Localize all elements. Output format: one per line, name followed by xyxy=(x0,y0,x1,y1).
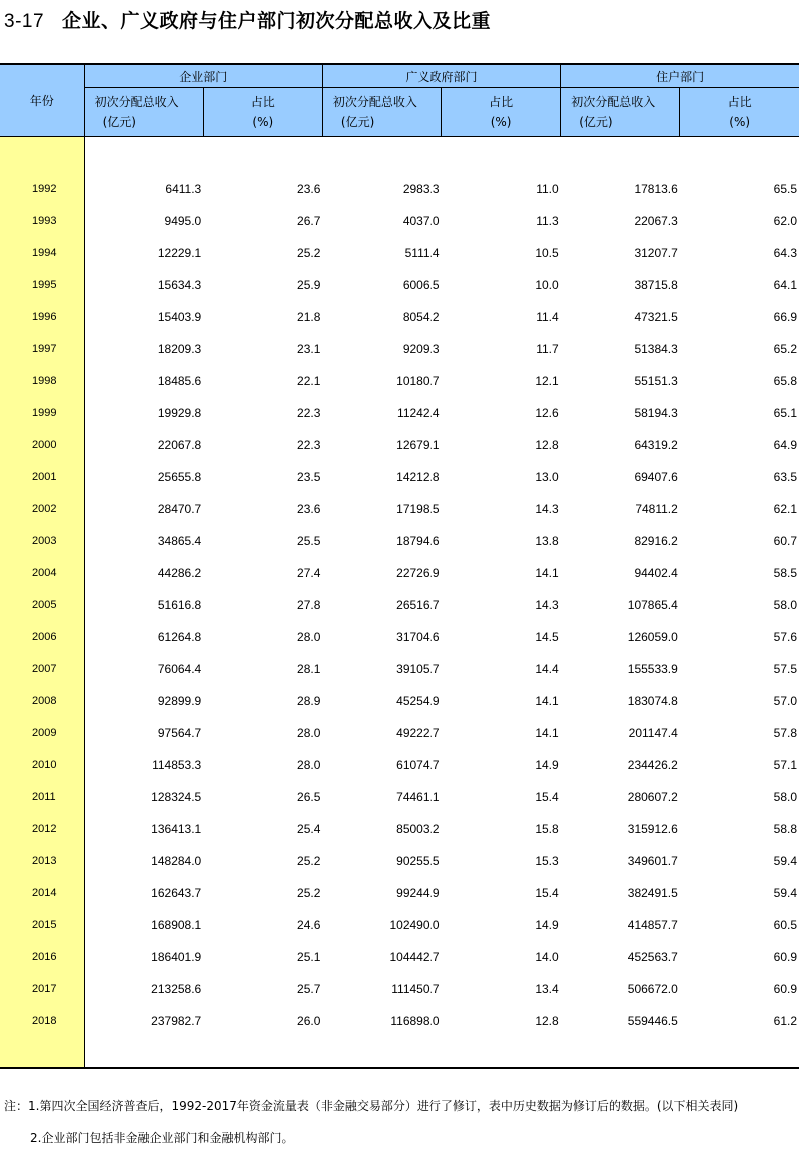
share-cell: 28.0 xyxy=(297,758,321,772)
share-cell: 64.1 xyxy=(773,278,797,292)
year-cell: 1994 xyxy=(0,237,84,269)
income-cell: 559446.5 xyxy=(627,1014,678,1028)
year-cell: 2016 xyxy=(0,941,84,973)
share-cell: 14.3 xyxy=(535,598,559,612)
share-cell: 65.1 xyxy=(773,406,797,420)
income-cell: 28470.7 xyxy=(157,502,202,516)
income-cell: 14212.8 xyxy=(396,470,440,484)
year-cell: 2001 xyxy=(0,461,84,493)
share-cell: 58.0 xyxy=(773,598,797,612)
income-cell: 51616.8 xyxy=(157,598,202,612)
year-cell: 2012 xyxy=(0,813,84,845)
share-cell: 12.6 xyxy=(535,406,559,420)
table-number: 3-17 xyxy=(4,11,45,32)
income-unit: (亿元) xyxy=(340,115,375,129)
share-cell: 64.3 xyxy=(773,246,797,260)
income-cell: 90255.5 xyxy=(396,854,440,868)
share-label: 占比 xyxy=(727,95,752,109)
income-cell: 452563.7 xyxy=(627,950,678,964)
income-cell: 237982.7 xyxy=(151,1014,202,1028)
share-cell: 23.6 xyxy=(297,502,321,516)
table-row xyxy=(0,813,799,845)
year-column-header: 年份 xyxy=(0,64,84,137)
income-cell: 61264.8 xyxy=(157,630,202,644)
share-cell: 12.8 xyxy=(535,438,559,452)
share-cell: 25.4 xyxy=(297,822,321,836)
footnote-1: 注：1.第四次全国经济普查后，1992-2017年资金流量表（非金融交易部分）进行了修订，表中历史数据为修订后的数据。(以下相关表同) xyxy=(4,1099,739,1113)
income-cell: 39105.7 xyxy=(396,662,440,676)
share-cell: 65.5 xyxy=(773,182,797,196)
income-cell: 44286.2 xyxy=(157,566,202,580)
share-cell: 65.8 xyxy=(773,374,797,388)
share-cell: 57.6 xyxy=(773,630,797,644)
income-cell: 9495.0 xyxy=(164,214,202,228)
share-subheader xyxy=(442,88,561,137)
share-cell: 11.3 xyxy=(536,214,559,228)
footnote-2: 2.企业部门包括非金融企业部门和金融机构部门。 xyxy=(30,1131,294,1145)
income-cell: 9209.3 xyxy=(402,342,440,356)
table-row xyxy=(0,301,799,333)
income-cell: 85003.2 xyxy=(396,822,440,836)
income-cell: 11242.4 xyxy=(397,406,440,420)
year-cell: 2013 xyxy=(0,845,84,877)
income-cell: 234426.2 xyxy=(627,758,678,772)
year-cell: 1997 xyxy=(0,333,84,365)
income-cell: 45254.9 xyxy=(396,694,440,708)
year-cell-empty xyxy=(0,137,84,174)
share-cell: 26.7 xyxy=(297,214,321,228)
income-cell: 15634.3 xyxy=(157,278,202,292)
income-cell: 64319.2 xyxy=(634,438,678,452)
page-title xyxy=(4,6,491,33)
income-cell: 10180.7 xyxy=(396,374,440,388)
table-row xyxy=(0,845,799,877)
income-cell: 5111.4 xyxy=(404,246,440,260)
share-cell: 27.8 xyxy=(297,598,321,612)
share-cell: 25.2 xyxy=(297,246,321,260)
share-cell: 57.5 xyxy=(773,662,797,676)
share-label: 占比 xyxy=(489,95,514,109)
income-cell: 107865.4 xyxy=(627,598,678,612)
share-cell: 25.7 xyxy=(297,982,321,996)
share-unit: (%) xyxy=(252,115,274,129)
share-cell: 25.2 xyxy=(297,886,321,900)
income-cell: 38715.8 xyxy=(634,278,678,292)
share-unit: (%) xyxy=(729,115,751,129)
share-cell: 10.5 xyxy=(535,246,559,260)
income-cell: 201147.4 xyxy=(628,726,678,740)
income-cell: 414857.7 xyxy=(627,918,678,932)
share-cell: 26.5 xyxy=(297,790,321,804)
income-cell: 128324.5 xyxy=(151,790,202,804)
income-cell: 8054.2 xyxy=(402,310,440,324)
table-row xyxy=(0,749,799,781)
share-cell: 24.6 xyxy=(297,918,321,932)
income-cell: 31207.7 xyxy=(634,246,678,260)
year-cell: 2004 xyxy=(0,557,84,589)
table-row xyxy=(0,717,799,749)
table-row xyxy=(0,557,799,589)
table-row xyxy=(0,173,799,205)
income-cell: 22726.9 xyxy=(396,566,440,580)
share-cell: 60.5 xyxy=(773,918,797,932)
income-unit: (亿元) xyxy=(102,115,136,129)
income-cell: 22067.8 xyxy=(157,438,202,452)
table-row xyxy=(0,973,799,1005)
share-cell: 22.3 xyxy=(297,438,321,452)
share-cell: 10.0 xyxy=(535,278,559,292)
share-cell: 62.1 xyxy=(773,502,797,516)
income-cell: 26516.7 xyxy=(396,598,440,612)
income-cell: 76064.4 xyxy=(157,662,202,676)
year-cell: 1993 xyxy=(0,205,84,237)
year-cell: 1999 xyxy=(0,397,84,429)
income-cell: 12229.1 xyxy=(157,246,202,260)
year-cell: 1996 xyxy=(0,301,84,333)
year-cell: 2011 xyxy=(0,781,84,813)
share-label: 占比 xyxy=(250,95,275,109)
share-subheader xyxy=(203,88,322,137)
income-cell: 51384.3 xyxy=(634,342,678,356)
share-cell: 27.4 xyxy=(297,566,321,580)
table-row xyxy=(0,429,799,461)
income-label: 初次分配总收入 xyxy=(332,95,417,109)
income-cell: 162643.7 xyxy=(151,886,202,900)
share-cell: 23.5 xyxy=(297,470,321,484)
year-cell: 2000 xyxy=(0,429,84,461)
income-cell: 6006.5 xyxy=(402,278,440,292)
share-cell: 12.8 xyxy=(535,1014,559,1028)
income-cell: 17198.5 xyxy=(396,502,440,516)
income-cell: 183074.8 xyxy=(627,694,678,708)
income-cell: 49222.7 xyxy=(396,726,440,740)
income-cell: 69407.6 xyxy=(634,470,678,484)
year-cell: 2017 xyxy=(0,973,84,1005)
table-row xyxy=(0,269,799,301)
table-row xyxy=(0,589,799,621)
income-cell: 102490.0 xyxy=(389,918,440,932)
income-cell: 280607.2 xyxy=(627,790,678,804)
income-subheader xyxy=(561,88,680,137)
table-row xyxy=(0,685,799,717)
income-cell: 61074.7 xyxy=(396,758,440,772)
year-cell: 1995 xyxy=(0,269,84,301)
share-cell: 12.1 xyxy=(535,374,559,388)
share-cell: 14.1 xyxy=(535,566,559,580)
share-cell: 62.0 xyxy=(773,214,797,228)
income-cell: 2983.3 xyxy=(402,182,440,196)
share-cell: 28.9 xyxy=(297,694,321,708)
table-row xyxy=(0,621,799,653)
share-cell: 23.6 xyxy=(297,182,321,196)
household-group-header: 住户部门 xyxy=(561,64,799,88)
income-cell: 213258.6 xyxy=(151,982,202,996)
share-cell: 14.0 xyxy=(535,950,559,964)
income-cell: 58194.3 xyxy=(634,406,678,420)
income-cell: 148284.0 xyxy=(151,854,202,868)
year-cell: 2007 xyxy=(0,653,84,685)
share-cell: 25.2 xyxy=(297,854,321,868)
share-cell: 60.9 xyxy=(773,982,797,996)
table-row xyxy=(0,941,799,973)
share-cell: 13.4 xyxy=(535,982,559,996)
year-cell: 2014 xyxy=(0,877,84,909)
income-cell: 111450.7 xyxy=(391,982,440,996)
income-cell: 19929.8 xyxy=(157,406,202,420)
income-cell: 17813.6 xyxy=(634,182,678,196)
share-cell: 21.8 xyxy=(297,310,321,324)
share-unit: (%) xyxy=(490,115,512,129)
income-cell: 55151.3 xyxy=(634,374,678,388)
share-cell: 57.1 xyxy=(773,758,797,772)
share-cell: 25.9 xyxy=(297,278,321,292)
data-table xyxy=(0,63,799,1069)
share-subheader xyxy=(680,88,799,137)
income-cell: 116898.0 xyxy=(390,1014,440,1028)
year-cell: 2005 xyxy=(0,589,84,621)
share-cell: 22.3 xyxy=(297,406,321,420)
table-row xyxy=(0,909,799,941)
income-cell: 15403.9 xyxy=(157,310,202,324)
share-cell: 22.1 xyxy=(297,374,321,388)
share-cell: 66.9 xyxy=(773,310,797,324)
table-row xyxy=(0,397,799,429)
income-cell: 82916.2 xyxy=(634,534,678,548)
year-cell: 2008 xyxy=(0,685,84,717)
share-cell: 61.2 xyxy=(773,1014,797,1028)
income-cell: 25655.8 xyxy=(157,470,202,484)
income-cell: 315912.6 xyxy=(627,822,678,836)
income-cell: 4037.0 xyxy=(402,214,440,228)
income-cell: 349601.7 xyxy=(627,854,678,868)
share-cell: 14.9 xyxy=(535,918,559,932)
income-subheader xyxy=(322,88,441,137)
share-cell: 57.8 xyxy=(773,726,797,740)
income-cell: 382491.5 xyxy=(627,886,678,900)
share-cell: 25.1 xyxy=(297,950,321,964)
income-cell: 136413.1 xyxy=(151,822,202,836)
income-cell: 47321.5 xyxy=(634,310,678,324)
income-unit: (亿元) xyxy=(579,115,613,129)
year-cell: 2010 xyxy=(0,749,84,781)
share-cell: 58.0 xyxy=(773,790,797,804)
income-cell: 12679.1 xyxy=(396,438,440,452)
income-cell: 74461.1 xyxy=(396,790,440,804)
share-cell: 60.7 xyxy=(773,534,797,548)
income-label: 初次分配总收入 xyxy=(94,95,179,109)
government-group-header: 广义政府部门 xyxy=(322,64,560,88)
enterprise-group-header: 企业部门 xyxy=(84,64,322,88)
table-row xyxy=(0,237,799,269)
income-subheader xyxy=(84,88,203,137)
year-cell: 2003 xyxy=(0,525,84,557)
income-cell: 155533.9 xyxy=(627,662,678,676)
income-cell: 114853.3 xyxy=(152,758,202,772)
share-cell: 15.3 xyxy=(535,854,559,868)
table-row xyxy=(0,493,799,525)
share-cell: 11.4 xyxy=(536,310,559,324)
share-cell: 14.3 xyxy=(535,502,559,516)
share-cell: 25.5 xyxy=(297,534,321,548)
table-row xyxy=(0,461,799,493)
share-cell: 15.4 xyxy=(535,886,559,900)
footnotes xyxy=(4,1097,738,1161)
share-cell: 13.0 xyxy=(535,470,559,484)
share-cell: 58.8 xyxy=(773,822,797,836)
table-row xyxy=(0,205,799,237)
table-row xyxy=(0,653,799,685)
share-cell: 13.8 xyxy=(535,534,559,548)
share-cell: 59.4 xyxy=(773,886,797,900)
share-cell: 57.0 xyxy=(773,694,797,708)
table-row xyxy=(0,365,799,397)
income-cell: 168908.1 xyxy=(151,918,202,932)
year-cell: 1992 xyxy=(0,173,84,205)
table-row xyxy=(0,781,799,813)
income-cell: 186401.9 xyxy=(151,950,202,964)
share-cell: 64.9 xyxy=(773,438,797,452)
year-cell: 2006 xyxy=(0,621,84,653)
table-row xyxy=(0,525,799,557)
income-cell: 6411.3 xyxy=(165,182,202,196)
share-cell: 15.8 xyxy=(535,822,559,836)
income-cell: 18485.6 xyxy=(157,374,202,388)
income-label: 初次分配总收入 xyxy=(571,95,656,109)
income-cell: 22067.3 xyxy=(634,214,678,228)
share-cell: 11.7 xyxy=(536,342,559,356)
share-cell: 23.1 xyxy=(297,342,321,356)
income-cell: 74811.2 xyxy=(635,502,678,516)
share-cell: 15.4 xyxy=(535,790,559,804)
share-cell: 14.9 xyxy=(535,758,559,772)
income-cell: 506672.0 xyxy=(627,982,678,996)
year-cell: 2018 xyxy=(0,1005,84,1037)
share-cell: 14.1 xyxy=(535,726,559,740)
table-row xyxy=(0,1005,799,1037)
income-cell: 94402.4 xyxy=(634,566,678,580)
income-cell: 18209.3 xyxy=(157,342,202,356)
share-cell: 58.5 xyxy=(773,566,797,580)
income-cell: 18794.6 xyxy=(396,534,440,548)
table-row xyxy=(0,877,799,909)
year-cell: 2015 xyxy=(0,909,84,941)
share-cell: 11.0 xyxy=(536,182,559,196)
share-cell: 28.0 xyxy=(297,630,321,644)
share-cell: 63.5 xyxy=(773,470,797,484)
income-cell: 104442.7 xyxy=(389,950,440,964)
income-cell: 31704.6 xyxy=(396,630,440,644)
share-cell: 26.0 xyxy=(297,1014,321,1028)
table-title: 企业、广义政府与住户部门初次分配总收入及比重 xyxy=(62,10,492,32)
year-cell-empty xyxy=(0,1037,84,1068)
year-cell: 2002 xyxy=(0,493,84,525)
share-cell: 28.1 xyxy=(297,662,321,676)
year-cell: 1998 xyxy=(0,365,84,397)
share-cell: 60.9 xyxy=(773,950,797,964)
income-cell: 97564.7 xyxy=(157,726,202,740)
income-cell: 34865.4 xyxy=(157,534,202,548)
share-cell: 14.5 xyxy=(535,630,559,644)
income-cell: 92899.9 xyxy=(157,694,202,708)
income-cell: 99244.9 xyxy=(396,886,440,900)
share-cell: 14.1 xyxy=(535,694,559,708)
income-cell: 126059.0 xyxy=(627,630,678,644)
share-cell: 28.0 xyxy=(297,726,321,740)
share-cell: 65.2 xyxy=(773,342,797,356)
share-cell: 14.4 xyxy=(535,662,559,676)
year-cell: 2009 xyxy=(0,717,84,749)
table-row xyxy=(0,333,799,365)
share-cell: 59.4 xyxy=(773,854,797,868)
